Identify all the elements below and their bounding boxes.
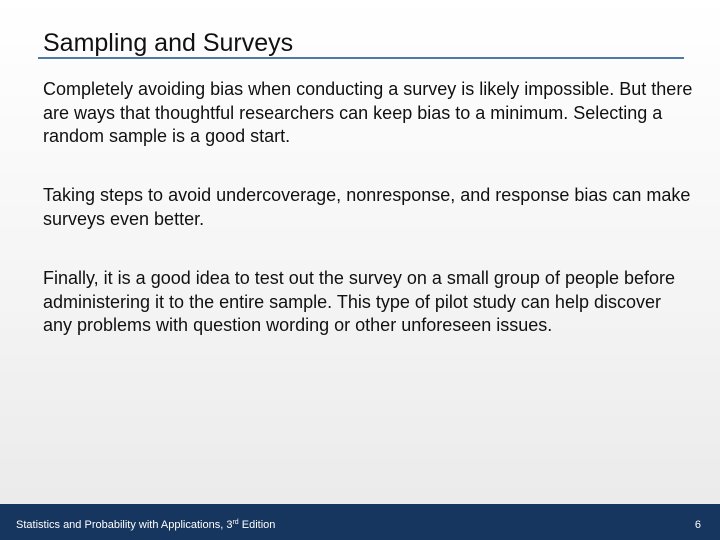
- page-number: 6: [694, 519, 701, 531]
- slide-title: Sampling and Surveys: [43, 29, 294, 57]
- body-paragraph-1: Completely avoiding bias when conducting a survey is likely impossible. But there are ways that thoughtful researchers can keep bias to a minimum. Selecting a random sample is a good start.: [43, 79, 693, 146]
- footer-book-title-ordinal: rd: [232, 519, 239, 526]
- footer-book-title: [16, 518, 275, 532]
- footer-bar: [0, 504, 720, 540]
- body-paragraph-3: Finally, it is a good idea to test out the survey on a small group of people before administering it to the entire sample. This type of pilot study can help discover any problems with question wording or other unforeseen issues.: [43, 268, 676, 335]
- body-paragraph-2: Taking steps to avoid undercoverage, nonresponse, and response bias can make surveys even better.: [43, 185, 691, 229]
- footer-book-title-prefix: Statistics and Probability with Applications, 3: [16, 519, 233, 531]
- title-underline: [38, 57, 684, 59]
- footer-book-title-suffix: Edition: [238, 519, 276, 531]
